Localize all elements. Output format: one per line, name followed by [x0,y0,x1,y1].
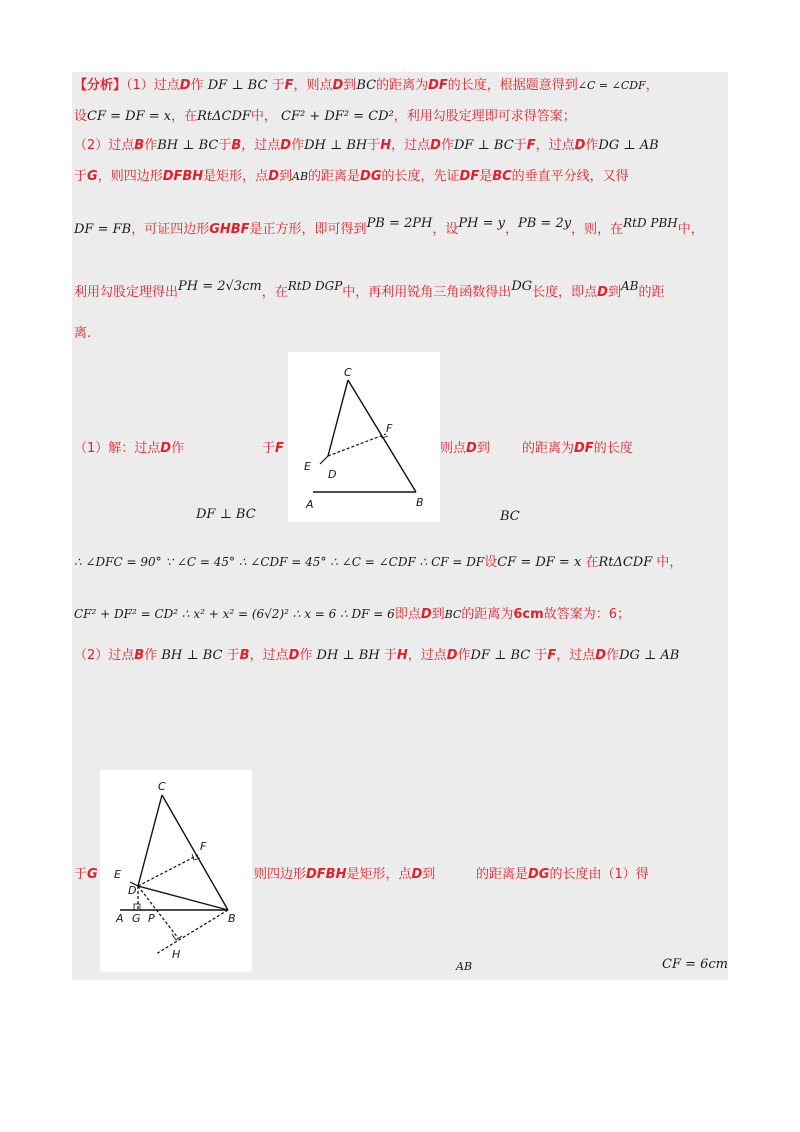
text: 在 [585,555,599,570]
text: 于 [74,169,88,184]
point-label: D [288,648,300,663]
point-label: D [597,285,608,300]
part1-eq-2 [74,605,630,624]
math-df-perp-bc: DF ⊥ BC [196,507,256,522]
text: ，过点 [391,138,431,153]
text: 作 [144,648,158,663]
math: DG ⊥ AB [619,648,680,663]
analysis-line-5 [74,216,704,239]
label-B: B [416,496,424,509]
text: 的距离是 [308,169,361,184]
text: 作 [457,648,471,663]
text: 于 [74,867,88,882]
math: AB [620,279,639,293]
text: 作 [171,441,185,456]
math: DF ⊥ BC [453,138,514,153]
math: CF = DF = x [87,109,172,124]
math: BH ⊥ BC [157,138,219,153]
label-H: H [172,948,181,961]
part1-line-1b [262,440,284,458]
text: 的长度由（1）得 [549,867,649,882]
text: ，则 [571,222,598,237]
part1-line-1 [74,440,184,458]
text: ， [504,222,518,237]
point-label: B [239,648,250,663]
analysis-line-7 [74,325,91,343]
part2-line-2c [476,866,649,884]
math: RtΔCDF [197,109,251,124]
math-ab: AB [456,960,473,973]
point-label: D [420,607,432,622]
math: ∠C = ∠CDF [577,79,646,92]
label-E: E [114,868,121,881]
point-label: D [268,169,279,184]
label-F: F [200,840,207,853]
segment-label: BC [492,169,512,184]
text: ，则点 [293,78,333,93]
point-label: D [430,138,441,153]
text: ，过点 [407,648,447,663]
part2-line-2a [74,866,98,884]
text: 设 [484,555,498,570]
math: CF² + DF² = CD² ∴ x² + x² = (6√2)² ∴ x = 6 ∴ DF = 6 [74,607,395,621]
text: 到 [343,78,357,93]
segment-label: DF [574,441,594,456]
text: 的长度 [593,441,633,456]
text: ，设 [432,222,459,237]
math: PH = 2√3cm [178,279,262,294]
text: 中， [656,555,683,570]
text: 长度，即点 [532,285,598,300]
point-label: H [380,138,392,153]
point-label: D [446,648,458,663]
part2-line-2b [254,866,435,884]
math: RtD DGP [287,279,343,293]
text: （1）解：过点 [74,441,161,456]
segment-label: DF [459,169,480,184]
label-D: D [128,884,137,897]
point-label: D [574,138,586,153]
math: DF ⊥ BC [207,78,268,93]
text: 中，再利用锐角三角函数得出 [342,285,512,300]
label-F: F [386,422,393,435]
text: ，利用勾股定理即可求得答案； [393,109,576,124]
math: BC [444,608,462,621]
text: 离. [74,326,92,341]
text: 于 [367,138,381,153]
point-label: B [134,648,145,663]
analysis-line-1 [74,77,659,95]
point-label: B [231,138,242,153]
math: DF ⊥ BC [470,648,531,663]
text: 于 [262,441,276,456]
text: 的距离为 [376,78,429,93]
label-G: G [132,912,141,925]
text: ，过点 [241,138,281,153]
text: 作 [585,138,599,153]
point-label: F [284,78,294,93]
text: 中， [677,222,704,237]
part1-line-1d [522,440,633,458]
point-label: D [411,867,423,882]
math-cf: CF = 6cm [662,957,729,972]
text: 到 [422,867,436,882]
text: 的长度，根据题意得到 [447,78,578,93]
text: ，在 [261,285,288,300]
text: 到 [607,285,621,300]
point-label: D [595,648,607,663]
text: 到 [431,607,445,622]
triangle-diagram-2 [100,770,252,972]
point-label: F [275,441,284,456]
math: RtD PBH [623,216,678,230]
point-label: G [87,867,98,882]
text: （2）过点 [74,138,135,153]
text: 是矩形，点 [346,867,412,882]
math: PH = y [458,216,505,231]
text: 的距离为 [461,607,514,622]
point-label: B [134,138,145,153]
text: ，过点 [249,648,289,663]
label-E: E [304,460,311,473]
point-label: D [160,441,172,456]
analysis-tag: 【分析】 [74,78,127,93]
text: 的垂直平分线，又得 [511,169,629,184]
text: ，在 [171,109,198,124]
text: （2）过点 [74,648,135,663]
math: DH ⊥ BH [304,138,368,153]
label-C: C [158,780,166,793]
math: AB [292,170,309,183]
math-bc: BC [500,509,520,524]
text: 作 [606,648,620,663]
text: 于 [226,648,240,663]
math: RtΔCDF [598,555,653,570]
text: 作 [291,138,305,153]
math: BC [356,78,377,93]
shape-label: GHBF [209,222,250,237]
math: PB = 2PH [366,216,433,231]
text: 到 [278,169,292,184]
part2-line-1 [74,647,679,665]
text: 作 [299,648,313,663]
text: ，在 [597,222,624,237]
point-label: D [179,78,191,93]
text: 作 [144,138,158,153]
analysis-line-6 [74,279,665,302]
text: 是正方形，即可得到 [249,222,367,237]
math: BH ⊥ BC [161,648,223,663]
text: 的距 [638,285,665,300]
text: ，可证四边形 [131,222,210,237]
text: 的长度，先证 [381,169,460,184]
segment-label: DF [428,78,448,93]
math: DG [511,279,533,294]
text: 于 [534,648,548,663]
label-P: P [148,912,155,925]
point-label: D [280,138,292,153]
shape-label: DFBH [306,867,347,882]
text: 故答案为：6； [543,607,630,622]
math: CF² + DF² = CD² [281,109,394,124]
text: 作 [440,138,454,153]
text: 即点 [394,607,421,622]
text: ，过点 [535,138,575,153]
figure-1 [288,352,440,522]
label-D: D [328,468,337,481]
text: 设 [74,109,88,124]
text: 则点 [440,441,467,456]
text: 的距离是 [476,867,529,882]
text: 于 [513,138,527,153]
text: 于 [383,648,397,663]
segment-label: DG [360,169,382,184]
analysis-line-2 [74,108,576,126]
point-label: G [87,169,98,184]
answer-value: 6cm [513,607,544,622]
analysis-line-4 [74,168,629,186]
part1-eq-1 [74,553,682,572]
math: CF = DF = x [497,555,582,570]
math: DG ⊥ AB [598,138,659,153]
text: 是矩形，点 [203,169,269,184]
label-C: C [344,366,352,379]
math: DH ⊥ BH [316,648,380,663]
text: 到 [476,441,490,456]
label-B: B [228,912,236,925]
label-A: A [306,498,314,511]
text: ，过点 [556,648,596,663]
math: PB = 2y [518,216,572,231]
triangle-diagram-1 [288,352,440,522]
point-label: H [396,648,408,663]
text: 的距离为 [522,441,575,456]
text: 则四边形 [254,867,307,882]
shape-label: DFBH [162,169,204,184]
math: DF = FB [74,222,132,237]
point-label: F [526,138,536,153]
text: 作 [190,78,204,93]
text: 是 [479,169,493,184]
analysis-line-3 [74,137,659,155]
math: ∴ ∠DFC = 90° ∵ ∠C = 45° ∴ ∠CDF = 45° ∴ ∠C = ∠CDF ∴ CF = DF [74,555,485,569]
text: ， [645,78,659,93]
segment-label: DG [528,867,550,882]
point-label: D [332,78,344,93]
text: 中， [250,109,277,124]
figure-2 [100,770,252,972]
part1-line-1c [440,440,490,458]
point-label: F [547,648,557,663]
text: 于 [218,138,232,153]
label-A: A [116,912,124,925]
text: （1）过点 [126,78,180,93]
text: ，则四边形 [97,169,163,184]
text: 于 [271,78,285,93]
text: 利用勾股定理得出 [74,285,179,300]
point-label: D [466,441,477,456]
